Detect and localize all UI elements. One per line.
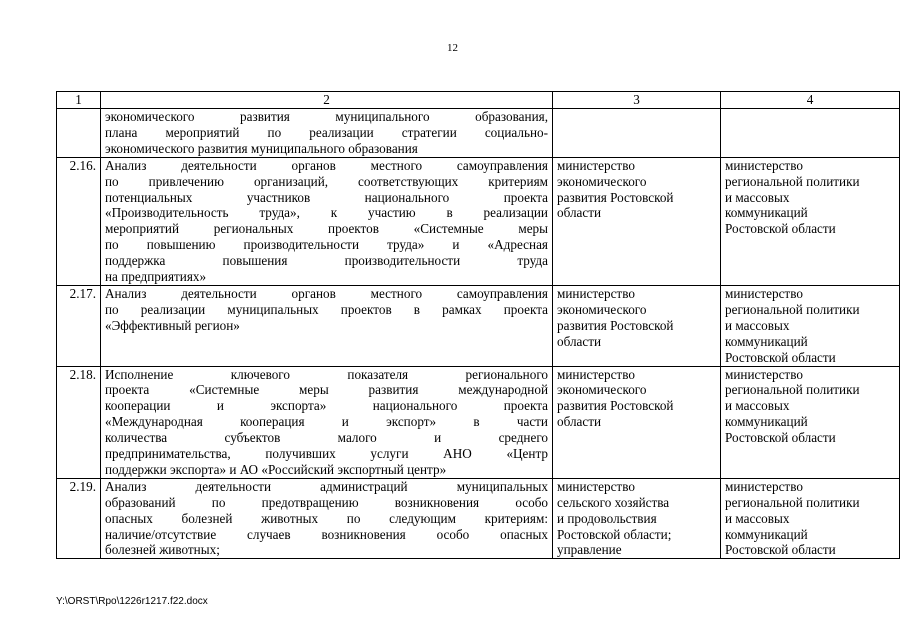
executor-line: сельского хозяйства	[557, 494, 670, 510]
description-line: экономического развития муниципального образования,	[105, 109, 548, 124]
row-description	[101, 157, 553, 285]
row-description	[101, 478, 553, 559]
table-header-row	[57, 92, 900, 109]
page-number: 12	[447, 42, 458, 54]
row-description	[101, 285, 553, 366]
coexecutor-line: и массовых	[725, 510, 790, 526]
row-number	[57, 109, 101, 158]
description-line: кооперации и экспорта» национального проекта	[105, 398, 548, 414]
table-row	[57, 478, 900, 559]
row-description	[101, 109, 553, 158]
description-line: «Международная кооперация и экспорт» в части	[105, 414, 548, 430]
description-line: «Эффективный регион»	[105, 317, 240, 333]
description-line: поддержка повышения производительности труда	[105, 253, 548, 269]
row-coexecutor	[721, 478, 900, 559]
description-line: по реализации муниципальных проектов в рамках проекта	[105, 301, 548, 317]
executor-line: и продовольствия	[557, 510, 657, 526]
row-executor	[553, 366, 721, 478]
footer-file-path: Y:\ORST\Rpo\1226r1217.f22.docx	[56, 596, 208, 607]
description-line: по привлечению организаций, соответствующих критериям	[105, 173, 548, 189]
table-row	[57, 157, 900, 285]
executor-line: области	[557, 414, 602, 430]
executor-line: министерство	[557, 478, 635, 494]
row-coexecutor	[721, 157, 900, 285]
coexecutor-line: Ростовской области	[725, 430, 836, 446]
header-cell-executor: 3	[553, 92, 721, 109]
description-line: проекта «Системные меры развития международной	[105, 382, 548, 398]
coexecutor-line: и массовых	[725, 317, 790, 333]
coexecutor-line: Ростовской области	[725, 349, 836, 365]
table-row	[57, 109, 900, 158]
description-line: образований по предотвращению возникновения особо	[105, 494, 548, 510]
row-number: 2.17.	[57, 285, 101, 366]
coexecutor-line: и массовых	[725, 189, 790, 205]
coexecutor-line: коммуникаций	[725, 205, 808, 221]
coexecutor-line: региональной политики	[725, 382, 860, 398]
coexecutor-line: министерство	[725, 478, 803, 494]
description-line: плана мероприятий по реализации стратегии социально-	[105, 124, 548, 140]
coexecutor-line: региональной политики	[725, 173, 860, 189]
description-line: мероприятий региональных проектов «Системные меры	[105, 221, 548, 237]
coexecutor-line: министерство	[725, 157, 803, 173]
coexecutor-line: региональной политики	[725, 301, 860, 317]
row-executor	[553, 109, 721, 158]
executor-line: министерство	[557, 366, 635, 382]
description-line: болезней животных;	[105, 542, 220, 558]
coexecutor-line: коммуникаций	[725, 333, 808, 349]
description-line: наличие/отсутствие случаев возникновения особо опасных	[105, 526, 548, 542]
description-line: Анализ деятельности органов местного самоуправления	[105, 285, 548, 301]
executor-line: министерство	[557, 285, 635, 301]
coexecutor-line: региональной политики	[725, 494, 860, 510]
coexecutor-line: коммуникаций	[725, 526, 808, 542]
description-line: опасных болезней животных по следующим критериям:	[105, 510, 548, 526]
description-line: по повышению производительности труда» и «Адресная	[105, 237, 548, 253]
row-executor	[553, 478, 721, 559]
description-line: Анализ деятельности администраций муниципальных	[105, 478, 548, 494]
executor-line: развития Ростовской	[557, 317, 674, 333]
description-line: количества субъектов малого и среднего	[105, 430, 548, 446]
description-line: потенциальных участников национального проекта	[105, 189, 548, 205]
executor-line: управление	[557, 542, 622, 558]
header-cell-coexecutor: 4	[721, 92, 900, 109]
description-line: экономического развития муниципального образования	[105, 140, 418, 156]
row-description	[101, 366, 553, 478]
coexecutor-line: министерство	[725, 366, 803, 382]
description-line: Исполнение ключевого показателя регионального	[105, 366, 548, 382]
row-coexecutor	[721, 366, 900, 478]
coexecutor-line: министерство	[725, 285, 803, 301]
description-line: на предприятиях»	[105, 269, 207, 285]
row-executor	[553, 285, 721, 366]
header-cell-description: 2	[101, 92, 553, 109]
table-row	[57, 366, 900, 478]
row-coexecutor	[721, 285, 900, 366]
coexecutor-line: коммуникаций	[725, 414, 808, 430]
executor-line: развития Ростовской	[557, 398, 674, 414]
document-table	[56, 91, 900, 559]
row-executor	[553, 157, 721, 285]
description-line: «Производительность труда», к участию в реализации	[105, 205, 548, 221]
executor-line: министерство	[557, 157, 635, 173]
row-coexecutor	[721, 109, 900, 158]
coexecutor-line: Ростовской области	[725, 542, 836, 558]
description-line: Анализ деятельности органов местного самоуправления	[105, 157, 548, 173]
executor-line: области	[557, 205, 602, 221]
header-cell-number: 1	[57, 92, 101, 109]
description-line: поддержки экспорта» и АО «Российский экспортный центр»	[105, 461, 447, 477]
coexecutor-line: Ростовской области	[725, 221, 836, 237]
row-number: 2.16.	[57, 157, 101, 285]
executor-line: области	[557, 333, 602, 349]
executor-line: развития Ростовской	[557, 189, 674, 205]
table-row	[57, 285, 900, 366]
row-number: 2.18.	[57, 366, 101, 478]
row-number: 2.19.	[57, 478, 101, 559]
executor-line: экономического	[557, 173, 647, 189]
description-line: предпринимательства, получивших услуги АНО «Центр	[105, 446, 548, 462]
executor-line: экономического	[557, 382, 647, 398]
executor-line: Ростовской области;	[557, 526, 672, 542]
coexecutor-line: и массовых	[725, 398, 790, 414]
executor-line: экономического	[557, 301, 647, 317]
